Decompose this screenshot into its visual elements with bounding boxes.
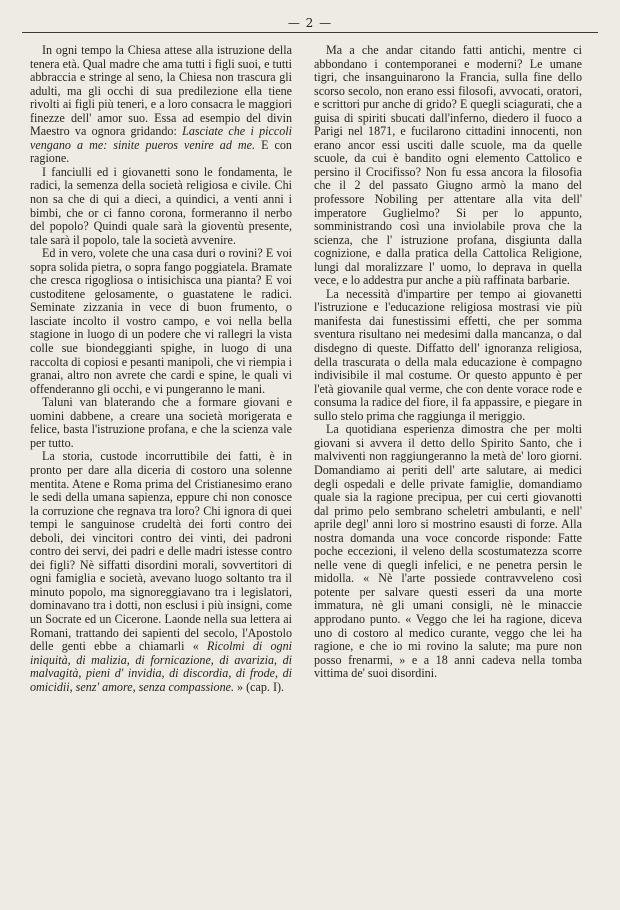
- page-number: — 2 —: [287, 16, 333, 30]
- paragraph: Ed in vero, volete che una casa duri o rovini? E voi sopra solida pietra, o sopra fango poggiatela. Bramate che cresca rigogliosa o intisichisca una pianta? E voi custoditene gelosamente, o guastatene le radici. Seminate zizzania in vece di buon frumento, o lasciate incolto il vostro campo, e voi nella bella stagione in luogo di un podere che vi rallegri la vista colle sue biondeggianti spighe, in luogo di una raccolta di copiosi e pesanti manipoli, che vi riempia i granai, altro non avrete che cardi e spine, le quali vi offenderanno gli occhi, e vi pungeranno le mani.: [30, 246, 292, 396]
- paragraph: Taluni van blaterando che a formare giovani e uomini dabbene, a creare una società morigerata e felice, basta l'istruzione profana, e che la scienza vale per tutto.: [30, 395, 292, 450]
- text-run: » (cap. I).: [234, 679, 285, 694]
- paragraph: [30, 450, 292, 694]
- paragraph: I fanciulli ed i giovanetti sono le fondamenta, le radici, la semenza della società religiosa e civile. Chi non sa che di qui a dieci, a quindici, a venti anni i bimbi, che or ci fanno corona, formeranno il nerbo del popolo? Quindi quale sarà la gioventù presente, tale sarà il popolo, tale la società avvenire.: [30, 164, 292, 247]
- paragraph: La quotidiana esperienza dimostra che per molti giovani si avvera il detto dello Spirito Santo, che i malviventi non raggiungeranno la metà de' loro giorni. Domandiamo ai periti dell' arte salutare, ai medici degli ospedali e delle private famiglie, domandiamo quale sia la ragione precipua, per cui certi giovanotti dal primo pelo sembrano scheletri ambulanti, e nell' aprile degl' anni loro si mostrino esausti di forze. Alla nostra domanda una voce concorde risponde: Fatte poche eccezioni, il veleno della scostumatezza scorre nelle vene di quegli infelici, e ne penetra persin le midolla. « Nè l'arte possiede contravveleno così potente per salvare questi esseri da una morte immatura, nè gli umani consigli, nè le minaccie approdano punto. « Veggo che lei ha ragione, diceva uno di costoro al medico curante, veggo che lei ha ragione, e che io mi rovino la salute; ma pure non posso frenarmi, » e a 18 anni cadeva nella tomba vittima de' suoi disordini.: [314, 422, 582, 681]
- scripture-quote: Ricolmi di ogni iniquità, di malizia, di fornicazione, di avarizia, di malvagità, pieni d' invidia, di discordia, di frode, di omicidii, senz' amore, senza compassione.: [30, 639, 292, 694]
- text-run: In ogni tempo la Chiesa attese alla istruzione della tenera età. Qual madre che ama tutti i figli suoi, e tutti abbraccia e stringe al seno, la Chiesa non trascura gli adulti, ma gli occhi di sua predilezione ella tiene rivolti ai figli più teneri, e a loro consacra le maggiori finezze dell' amor suo. Essa ad esempio del divin Maestro va ognora gridando:: [30, 43, 292, 139]
- text-run: E con ragione.: [30, 137, 292, 166]
- text-run: La storia, custode incorruttibile dei fatti, è in pronto per dare alla diceria di costoro una solenne mentita. Atene e Roma prima del Cristianesimo erano le sedi della umana sapienza, eppure chi non conosce la corruzione che regnava tra loro? Chi ignora di quei tempi le sanguinose crudeltà dei forti contro dei deboli, dei vincitori contro dei vinti, dei padroni contro dei servi, dei padri e delle madri istesse contro dei figli? Nè siffatti disordini morali, sovvertitori di ogni famiglia e società, avevano luogo soltanto tra il minuto popolo, ma signoreggiavano tra i legislatori, dominavano tra i dotti, non esclusi i più insigni, come un Socrate ed un Cicerone. Laonde nella sua lettera ai Romani, trattando dei sapienti del secolo, l'Apostolo delle genti ebbe a chiamarli «: [30, 449, 292, 654]
- left-column: [30, 44, 292, 694]
- paragraph: [30, 44, 292, 166]
- paragraph: Ma a che andar citando fatti antichi, mentre ci abbondano i contemporanei e moderni? Le umane tigri, che insanguinarono la Francia, sulla fine dello scorso secolo, non erano essi filosofi, avvocati, oratori, e scrittori pur anche di grido? E quegli sciagurati, che a guisa di spiriti sbucati dall'inferno, diedero il fuoco a Parigi nel 1871, e fucilarono cittadini innocenti, non erano ancor essi usciti dalle scuole, ma da quelle scuole, da cui è bandito ogni elemento Cattolico e persino il Crocifisso? Non fu essa ancora la filosofia che il 2 del passato Giugno armò la mano del professore Nobiling per attentare alla vita dell' imperatore Guglielmo? Si per lo appunto, somministrando così una inviolabile prova che la scienza, che l' istruzione profana, disgiunta dalla cognizione, e dalla pratica della Cattolica Religione, lungi dal moralizzare l' uomo, lo deprava in quella vece, e lo addestra pur anche a più raffinata barbarie.: [314, 43, 582, 288]
- right-column: [314, 44, 582, 681]
- paragraph: La necessità d'impartire per tempo ai giovanetti l'istruzione e l'educazione religiosa mostrasi vie più manifesta dai funestissimi effetti, che per somma sventura risultano nei medesimi dalla mancanza, o dal disdegno di queste. Diffatto dell' ignoranza religiosa, della trascurata o della mala educazione è compagno indivisibile il mal costume. Or questo appunto è per l'età giovanile qual verme, che con dente vorace rode e consuma la radice del fiore, il fa appassire, e piegare in sullo stelo prima che raggiunga il meriggio.: [314, 286, 582, 423]
- column-gutter: [302, 44, 303, 888]
- scripture-quote: Lasciate che i piccoli vengano a me: sinite pueros venire ad me.: [30, 124, 292, 152]
- header-rule: [22, 32, 598, 33]
